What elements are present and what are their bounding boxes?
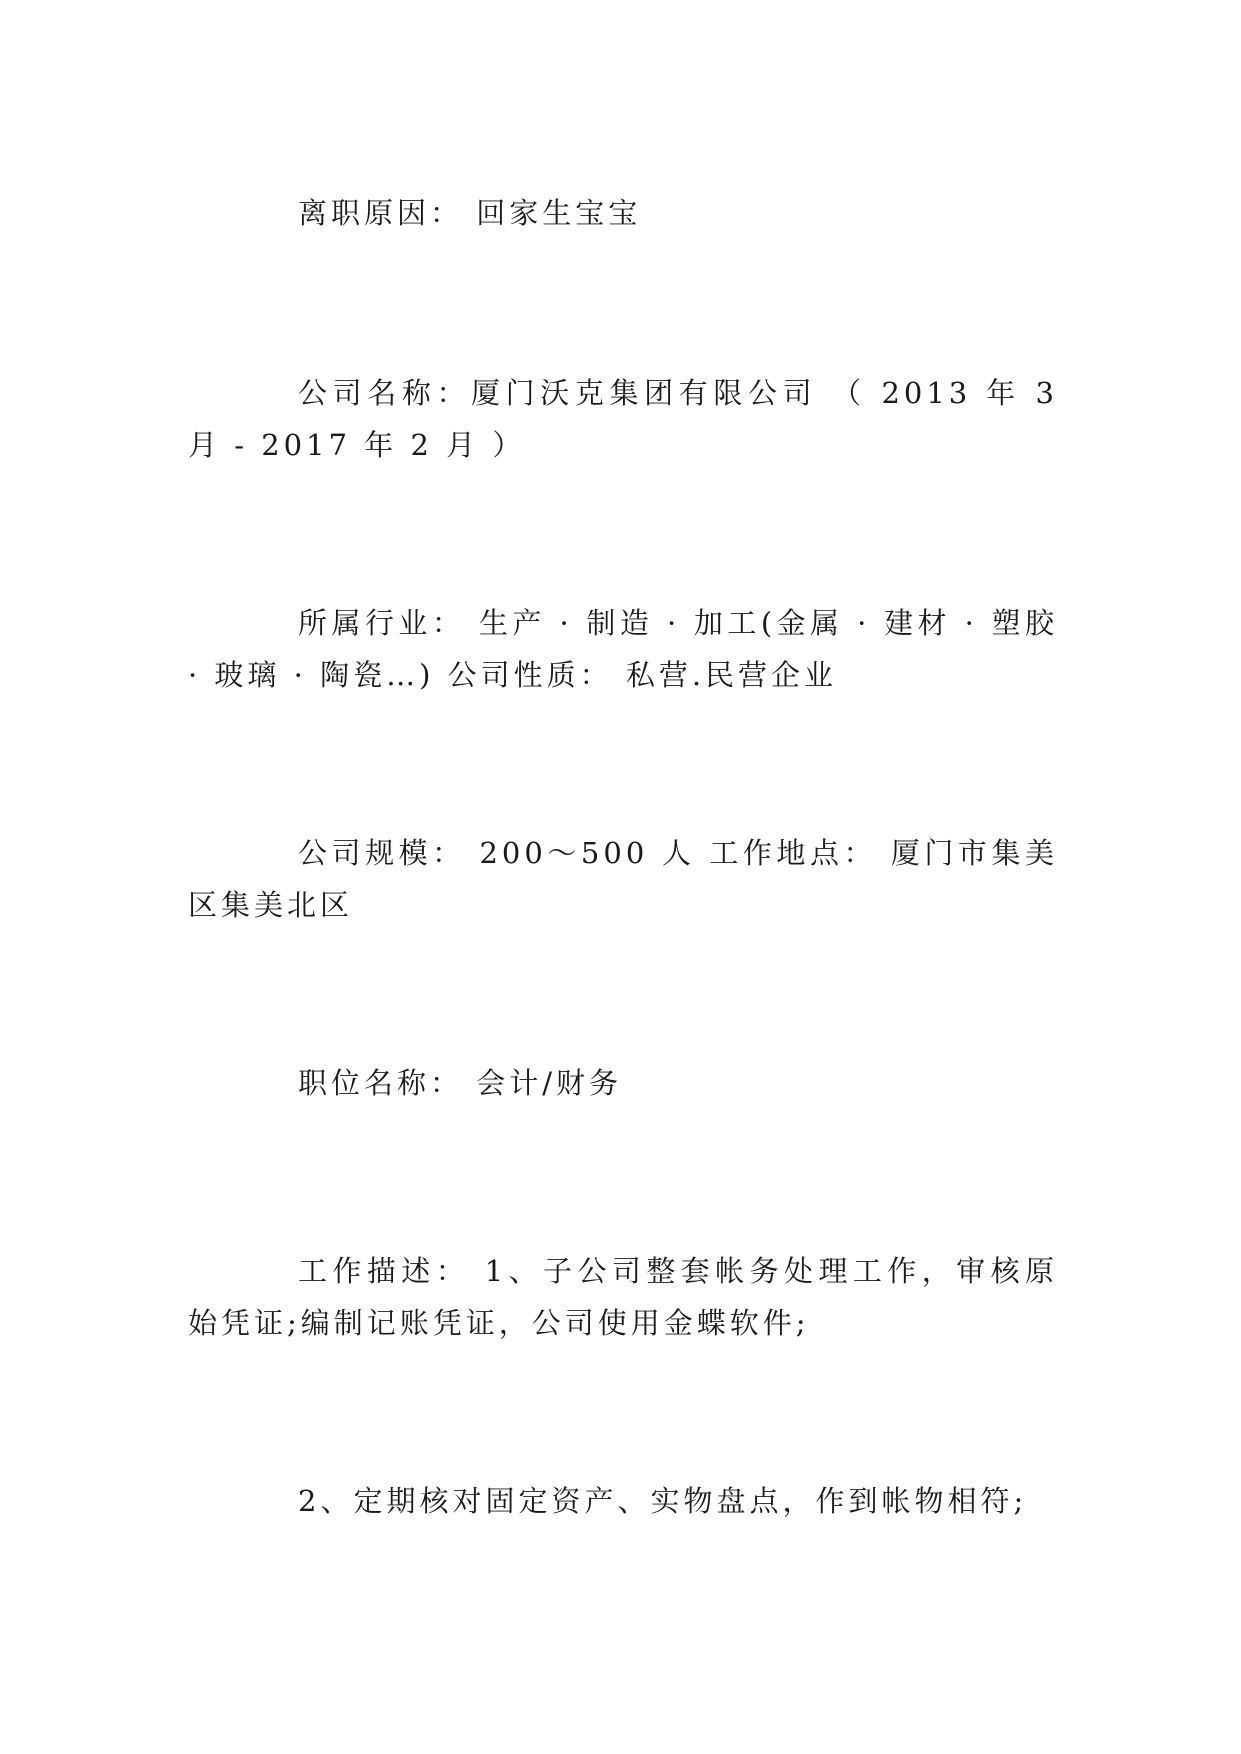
- job-description-item-2: 2、定期核对固定资产、实物盘点，作到帐物相符;: [298, 1484, 1028, 1518]
- resignation-reason-paragraph: 离职原因： 回家生宝宝: [298, 196, 642, 230]
- job-description-paragraph: 工作描述： 1、子公司整套帐务处理工作，审核原始凭证;编制记账凭证，公司使用金蝶软件;: [188, 1254, 1058, 1340]
- company-size-location-paragraph: 公司规模： 200～500 人 工作地点： 厦门市集美区集美北区: [188, 836, 1058, 922]
- position-title-paragraph: 职位名称： 会计/财务: [298, 1066, 622, 1100]
- industry-paragraph: 所属行业： 生产 · 制造 · 加工(金属 · 建材 · 塑胶 · 玻璃 · 陶瓷…) 公司性质： 私营.民营企业: [188, 606, 1058, 692]
- company-name-paragraph: 公司名称：厦门沃克集团有限公司 （ 2013 年 3 月 - 2017 年 2 月 ）: [188, 376, 1058, 462]
